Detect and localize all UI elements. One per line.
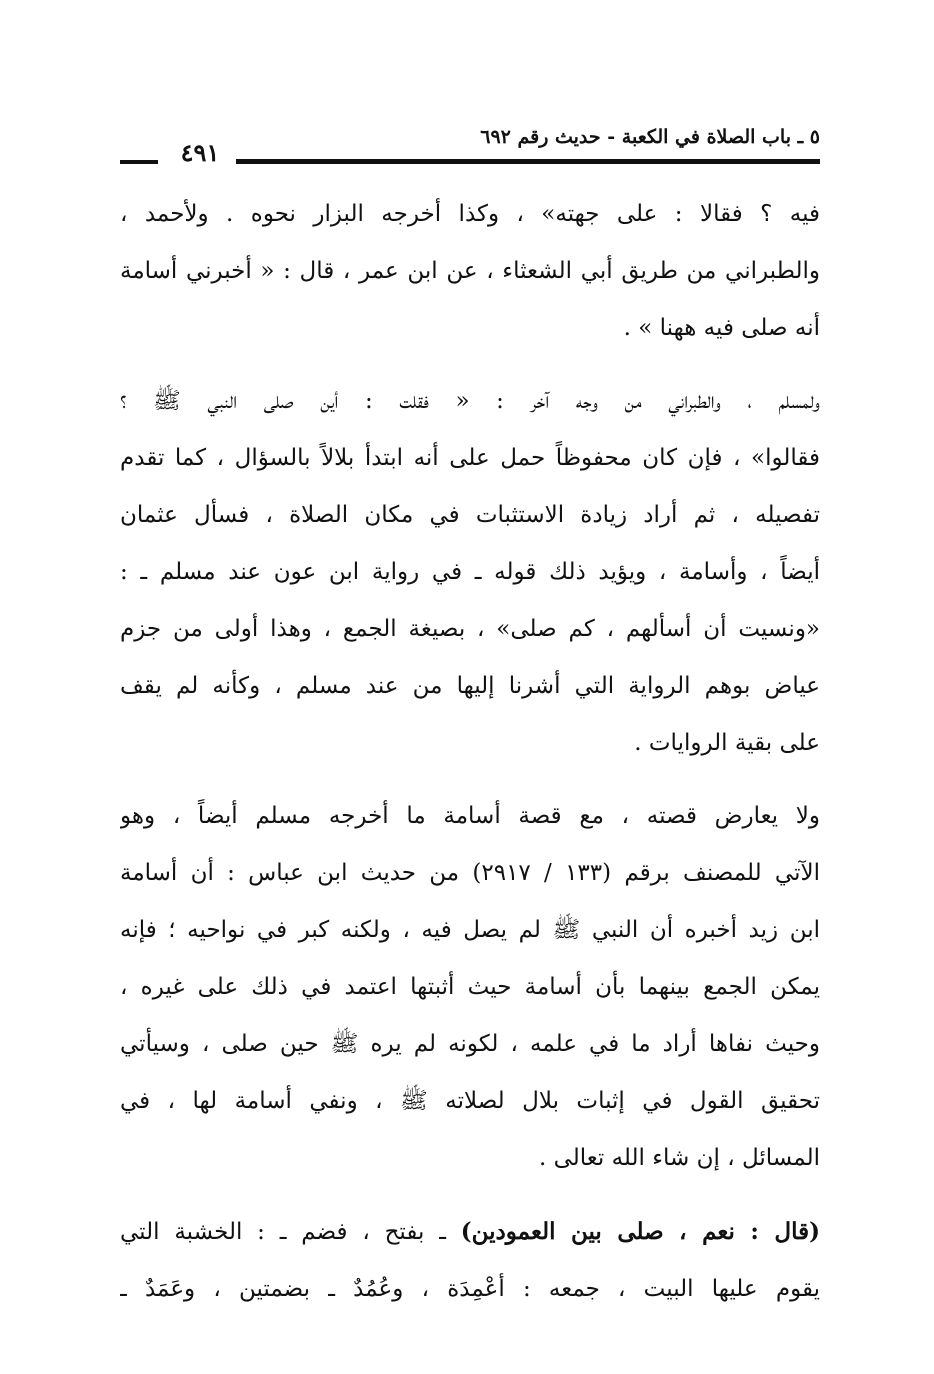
- text-line: فيه ؟ فقالا : على جهته» ، وكذا أخرجه البزار نحوه . ولأحمد ،: [120, 201, 820, 227]
- page-header: [120, 120, 820, 170]
- text-line: وحيث نفاها أراد ما في علمه ، لكونه لم يره ﷺ حين صلى ، وسيأتي: [120, 1031, 820, 1057]
- header-rule-right: [236, 159, 820, 164]
- page-number: ٤٩١: [180, 138, 220, 167]
- running-title: ٥ ـ باب الصلاة في الكعبة - حديث رقم ٦٩٢: [480, 126, 820, 148]
- header-rule-left: [120, 160, 158, 164]
- text-line: «ونسيت أن أسألهم ، كم صلى» ، بصيغة الجمع ، وهذا أولى من جزم: [120, 616, 820, 642]
- text-line: ابن زيد أخبره أن النبي ﷺ لم يصل فيه ، ولكنه كبر في نواحيه ؛ فإنه: [120, 917, 820, 943]
- text-line: على بقية الروايات .: [634, 730, 820, 756]
- text-line: أنه صلى فيه ههنا » .: [623, 315, 820, 341]
- text-line: يقوم عليها البيت ، جمعه : أعْمِدَة ، وعُمُدٌ ـ بضمتين ، وعَمَدٌ ـ: [120, 1276, 820, 1302]
- text-line: تحقيق القول في إثبات بلال لصلاته ﷺ ، ونفي أسامة لها ، في: [120, 1088, 820, 1114]
- body-text: [120, 186, 820, 1334]
- text-line: المسائل ، إن شاء الله تعالى .: [538, 1145, 820, 1171]
- lemma-commentary: ـ بفتح ، فضم ـ : الخشبة التي: [120, 1219, 461, 1245]
- paragraph-1: [120, 186, 820, 357]
- text-line: تفصيله ، ثم أراد زيادة الاستثبات في مكان الصلاة ، فسأل عثمان: [120, 502, 820, 528]
- paragraph-4: [120, 1203, 820, 1318]
- text-line: ولا يعارض قصته ، مع قصة أسامة ما أخرجه مسلم أيضاً ، وهو: [120, 803, 820, 829]
- lemma-quote: (قال : نعم ، صلى بين العمودين): [460, 1218, 820, 1245]
- text-line: عياض بوهم الرواية التي أشرنا إليها من عند مسلم ، وكأنه لم يقف: [120, 673, 820, 699]
- text-line: ولمسلم ، والطبراني من وجه آخر : « فقلت : أين صلى النبي ﷺ ؟: [120, 388, 820, 414]
- text-line: يمكن الجمع بينهما بأن أسامة حيث أثبتها اعتمد في ذلك على غيره ،: [120, 974, 820, 1000]
- text-line: [120, 1203, 820, 1261]
- text-line: والطبراني من طريق أبي الشعثاء ، عن ابن عمر ، قال : « أخبرني أسامة: [120, 258, 820, 284]
- paragraph-3: [120, 788, 820, 1187]
- paragraph-2: [120, 373, 820, 772]
- text-line: الآتي للمصنف برقم (١٣٣ / ٢٩١٧) من حديث ابن عباس : أن أسامة: [120, 860, 820, 886]
- text-line: أيضاً ، وأسامة ، ويؤيد ذلك قوله ـ في رواية ابن عون عند مسلم ـ :: [120, 559, 820, 585]
- text-line: فقالوا» ، فإن كان محفوظاً حمل على أنه ابتدأ بلالاً بالسؤال ، كما تقدم: [120, 445, 820, 471]
